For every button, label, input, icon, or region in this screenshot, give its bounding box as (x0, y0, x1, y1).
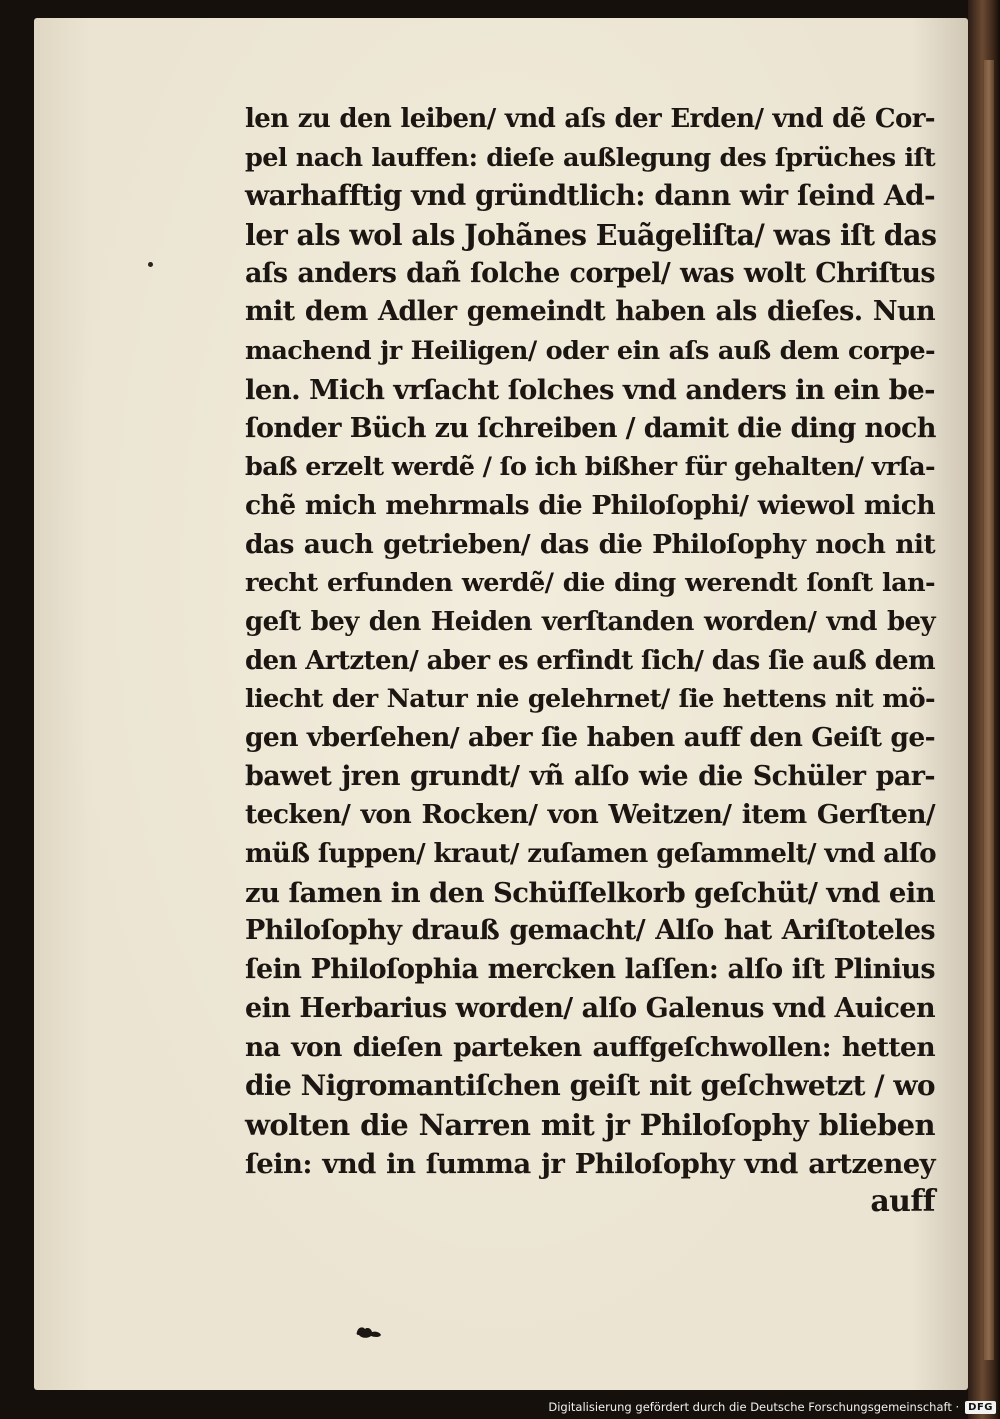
ink-blot (355, 1324, 383, 1340)
text-line: ſein: vnd in ſumma jr Philoſophy vnd artzeney (245, 1147, 935, 1180)
catchword: auff (870, 1184, 935, 1220)
text-line: liecht der Natur nie gelehrnet/ ſie hettens nit mö- (245, 684, 935, 715)
text-line: recht erfunden werdẽ/ die ding werendt ſonſt lan- (245, 568, 935, 599)
footer-credit-text: Digitalisierung gefördert durch die Deutsche Forschungsgemeinschaft · (548, 1400, 960, 1414)
spine-edge (984, 60, 994, 1360)
text-line: chẽ mich mehrmals die Philoſophi/ wiewol mich (245, 489, 935, 521)
text-line: warhafftig vnd gründtlich: dann wir ſeind Ad- (245, 179, 935, 213)
footer-credit (548, 1397, 996, 1417)
book-spine (968, 0, 1000, 1419)
text-line: bawet jren grundt/ vñ alſo wie die Schüler par- (245, 760, 935, 792)
text-line: ſein Philoſophia mercken laſſen: alſo iſt Plinius (245, 954, 935, 986)
text-line: baß erzelt werdẽ / ſo ich bißher für gehalten/ vrſa- (245, 452, 935, 483)
text-line: machend jr Heiligen/ oder ein aſs auß dem corpe- (245, 336, 935, 367)
dfg-logo: DFG (965, 1401, 996, 1414)
text-line: mit dem Adler gemeindt haben als dieſes. Nun (245, 296, 935, 328)
text-line: ler als wol als Johãnes Euãgeliſta/ was iſt das (245, 218, 937, 253)
page-text (245, 100, 945, 1222)
text-line: len. Mich vrſacht ſolches vnd anders in ein be- (245, 373, 935, 406)
text-line: ſonder Büch zu ſchreiben / damit die ding noch (245, 412, 936, 444)
text-line: gen vberſehen/ aber ſie haben auff den Geiſt ge- (245, 722, 935, 753)
text-line: die Nigromantiſchen geiſt nit geſchwetzt / wo (245, 1069, 935, 1103)
text-line: na von dieſen parteken auffgeſchwollen: hetten (245, 1031, 935, 1063)
text-line: das auch getrieben/ das die Philoſophy noch nit (245, 528, 935, 560)
text-line: wolten die Narren mit jr Philoſophy blieben (245, 1107, 935, 1142)
text-line: zu ſamen in den Schüſſelkorb geſchüt/ vnd ein (245, 876, 935, 909)
text-line: Philoſophy drauß gemacht/ Alſo hat Ariſtoteles (245, 915, 935, 947)
text-line: pel nach lauffen: dieſe außlegung des ſprüches iſt (245, 142, 935, 173)
text-line: aſs anders dañ ſolche corpel/ was wolt Chriſtus (245, 257, 935, 289)
text-line: den Artzten/ aber es erfindt ſich/ das ſie auß dem (245, 645, 935, 676)
text-line: ein Herbarius worden/ alſo Galenus vnd Auicen (245, 992, 935, 1024)
text-line: len zu den leiben/ vnd aſs der Erden/ vnd dẽ Cor- (245, 104, 935, 134)
text-line: tecken/ von Rocken/ von Weitzen/ item Gerſten/ (245, 799, 935, 831)
text-line: müß ſuppen/ kraut/ zuſamen geſammelt/ vnd alſo (245, 839, 937, 870)
text-line: geſt bey den Heiden verſtanden worden/ vnd bey (245, 606, 935, 637)
ink-speck (148, 262, 153, 267)
